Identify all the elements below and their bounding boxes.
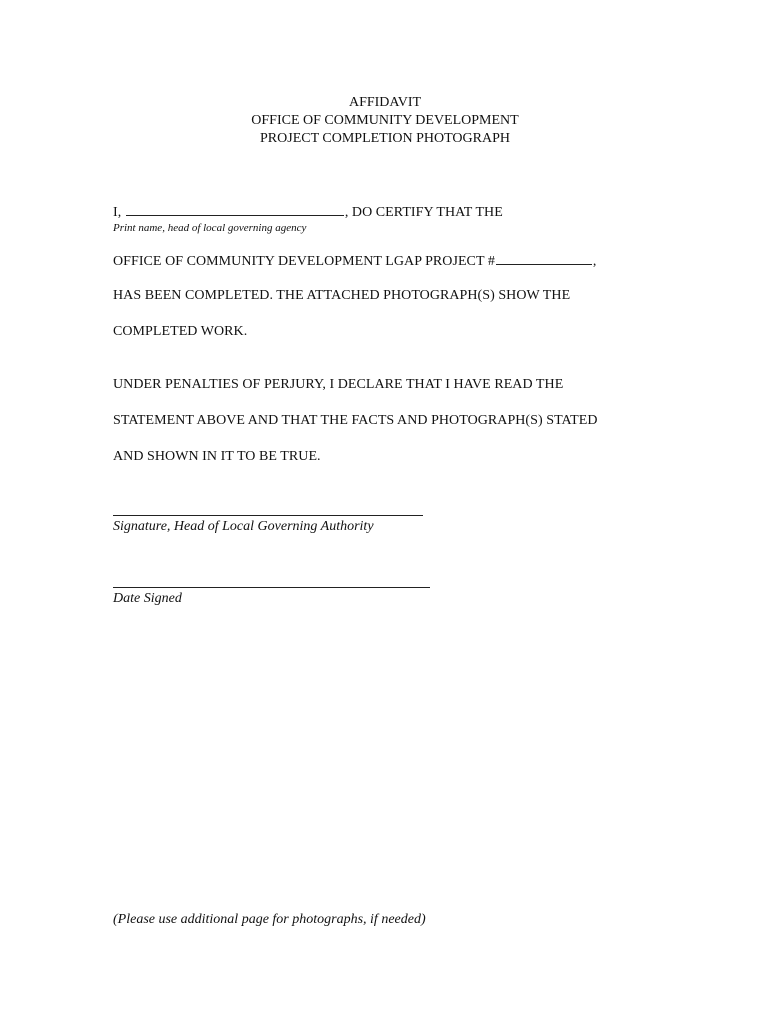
document-header xyxy=(0,94,770,148)
certify-suffix: , DO CERTIFY THAT THE xyxy=(344,205,503,220)
perjury-line-1: UNDER PENALTIES OF PERJURY, I DECLARE THAT I HAVE READ THE xyxy=(113,377,564,392)
form-subtitle: PROJECT COMPLETION PHOTOGRAPH xyxy=(260,131,510,146)
print-name-caption: Print name, head of local governing agency xyxy=(113,222,307,234)
date-signed-field[interactable] xyxy=(113,587,430,588)
certify-prefix: I, xyxy=(113,205,122,220)
perjury-line-2: STATEMENT ABOVE AND THAT THE FACTS AND PHOTOGRAPH(S) STATED xyxy=(113,413,598,428)
print-name-field[interactable] xyxy=(126,203,344,216)
body-line-2: COMPLETED WORK. xyxy=(113,324,248,339)
project-suffix: , xyxy=(592,254,597,269)
certify-line xyxy=(113,203,503,221)
project-line xyxy=(113,252,596,270)
footer-note: (Please use additional page for photographs, if needed) xyxy=(113,912,426,927)
project-number-field[interactable] xyxy=(496,252,592,265)
perjury-line-3: AND SHOWN IN IT TO BE TRUE. xyxy=(113,449,321,464)
project-prefix: OFFICE OF COMMUNITY DEVELOPMENT LGAP PROJECT # xyxy=(113,254,495,269)
office-name: OFFICE OF COMMUNITY DEVELOPMENT xyxy=(251,113,519,128)
body-line-1: HAS BEEN COMPLETED. THE ATTACHED PHOTOGRAPH(S) SHOW THE xyxy=(113,288,571,303)
document-title: AFFIDAVIT xyxy=(348,95,422,110)
signature-field[interactable] xyxy=(113,515,423,516)
signature-label: Signature, Head of Local Governing Authority xyxy=(113,519,374,534)
date-signed-label: Date Signed xyxy=(113,591,182,606)
